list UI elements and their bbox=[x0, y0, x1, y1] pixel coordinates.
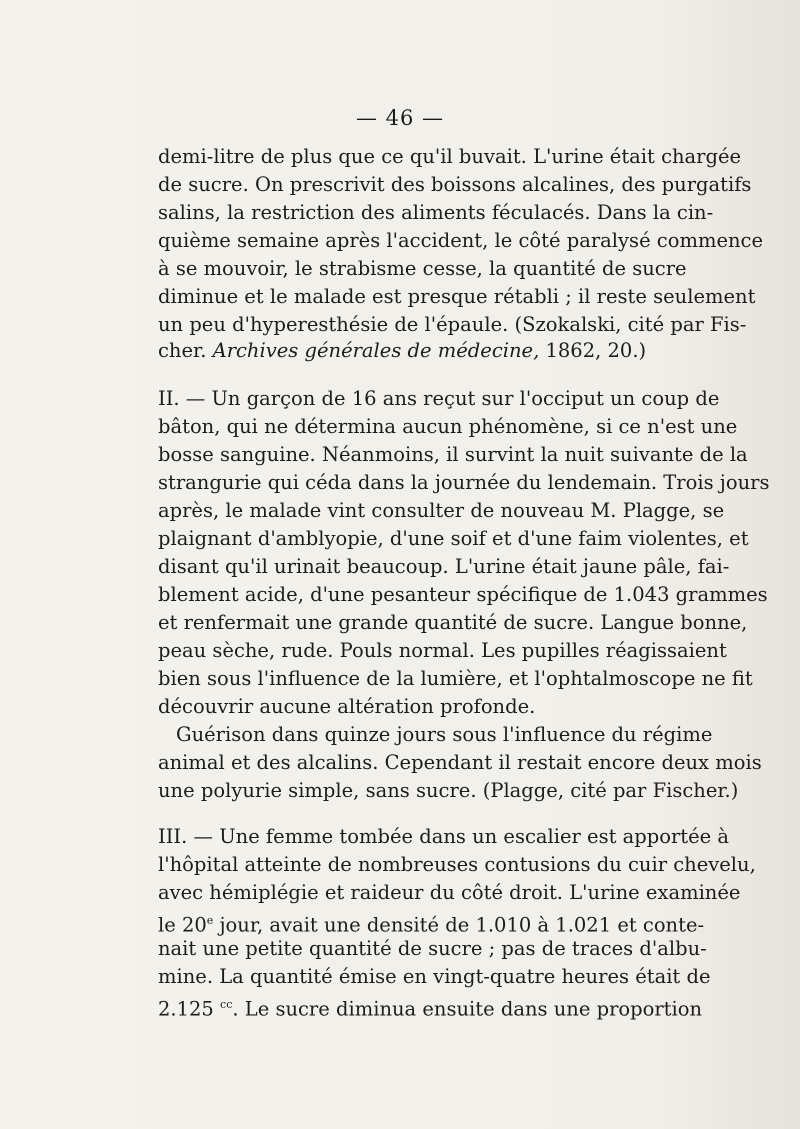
day-prefix: le 20 bbox=[158, 913, 207, 937]
case-3-volume-line bbox=[158, 992, 703, 1023]
text-line: de sucre. On prescrivit des boissons alcalines, des purgatifs bbox=[158, 173, 752, 196]
case-2-line: II. — Un garçon de 16 ans reçut sur l'occiput un coup de bbox=[158, 387, 720, 410]
case-2-line: strangurie qui céda dans la journée du lendemain. Trois jours bbox=[158, 471, 770, 494]
text-line: à se mouvoir, le strabisme cesse, la quantité de sucre bbox=[158, 257, 687, 280]
volume-prefix: 2.125 bbox=[158, 997, 221, 1021]
case-2-line: plaignant d'amblyopie, d'une soif et d'une faim violentes, et bbox=[158, 527, 749, 550]
case-2-line: après, le malade vint consulter de nouveau M. Plagge, se bbox=[158, 499, 725, 522]
case-2-line: bosse sanguine. Néanmoins, il survint la nuit suivante de la bbox=[158, 443, 748, 466]
case-3-line: III. — Une femme tombée dans un escalier est apportée à bbox=[158, 825, 730, 848]
case-3-day-line bbox=[158, 908, 705, 939]
case-3-line: l'hôpital atteinte de nombreuses contusions du cuir chevelu, bbox=[158, 853, 756, 876]
text-line: demi-litre de plus que ce qu'il buvait. L'urine était chargée bbox=[158, 145, 742, 168]
case-2-line: blement acide, d'une pesanteur spécifique de 1.043 grammes bbox=[158, 583, 768, 606]
case-2-line: bien sous l'influence de la lumière, et l'ophtalmoscope ne fit bbox=[158, 667, 753, 690]
volume-suffix: . Le sucre diminua ensuite dans une proportion bbox=[232, 997, 703, 1021]
journal-title: Archives générales de médecine, bbox=[212, 339, 540, 362]
citation-suffix: 1862, 20.) bbox=[539, 339, 647, 362]
text-line: un peu d'hyperesthésie de l'épaule. (Szokalski, cité par Fis- bbox=[158, 313, 747, 336]
case-2-line: découvrir aucune altération profonde. bbox=[158, 695, 536, 718]
day-suffix: jour, avait une densité de 1.010 à 1.021 et conte- bbox=[213, 913, 705, 937]
text-line: salins, la restriction des aliments féculacés. Dans la cin- bbox=[158, 201, 714, 224]
case-3-line: mine. La quantité émise en vingt-quatre heures était de bbox=[158, 965, 711, 988]
case-3-line: avec hémiplégie et raideur du côté droit. L'urine examinée bbox=[158, 881, 741, 904]
citation-line bbox=[158, 338, 682, 364]
day-superscript: e bbox=[206, 914, 214, 927]
recovery-line: une polyurie simple, sans sucre. (Plagge, cité par Fischer.) bbox=[158, 779, 739, 802]
recovery-line: animal et des alcalins. Cependant il restait encore deux mois bbox=[158, 751, 762, 774]
case-2-line: bâton, qui ne détermina aucun phénomène, si ce n'est une bbox=[158, 415, 738, 438]
case-2-line: disant qu'il urinait beaucoup. L'urine était jaune pâle, fai- bbox=[158, 555, 730, 578]
case-2-line: et renfermait une grande quantité de sucre. Langue bonne, bbox=[158, 611, 748, 634]
page-number: — 46 — bbox=[355, 106, 445, 130]
citation-prefix: cher. bbox=[158, 339, 213, 362]
volume-unit-superscript: cc bbox=[220, 998, 233, 1011]
text-line: diminue et le malade est presque rétabli ; il reste seulement bbox=[158, 285, 756, 308]
recovery-line: Guérison dans quinze jours sous l'influence du régime bbox=[176, 723, 713, 746]
case-2-line: peau sèche, rude. Pouls normal. Les pupilles réagissaient bbox=[158, 639, 727, 662]
case-3-line: nait une petite quantité de sucre ; pas de traces d'albu- bbox=[158, 937, 707, 960]
text-line: quième semaine après l'accident, le côté paralysé commence bbox=[158, 229, 764, 252]
